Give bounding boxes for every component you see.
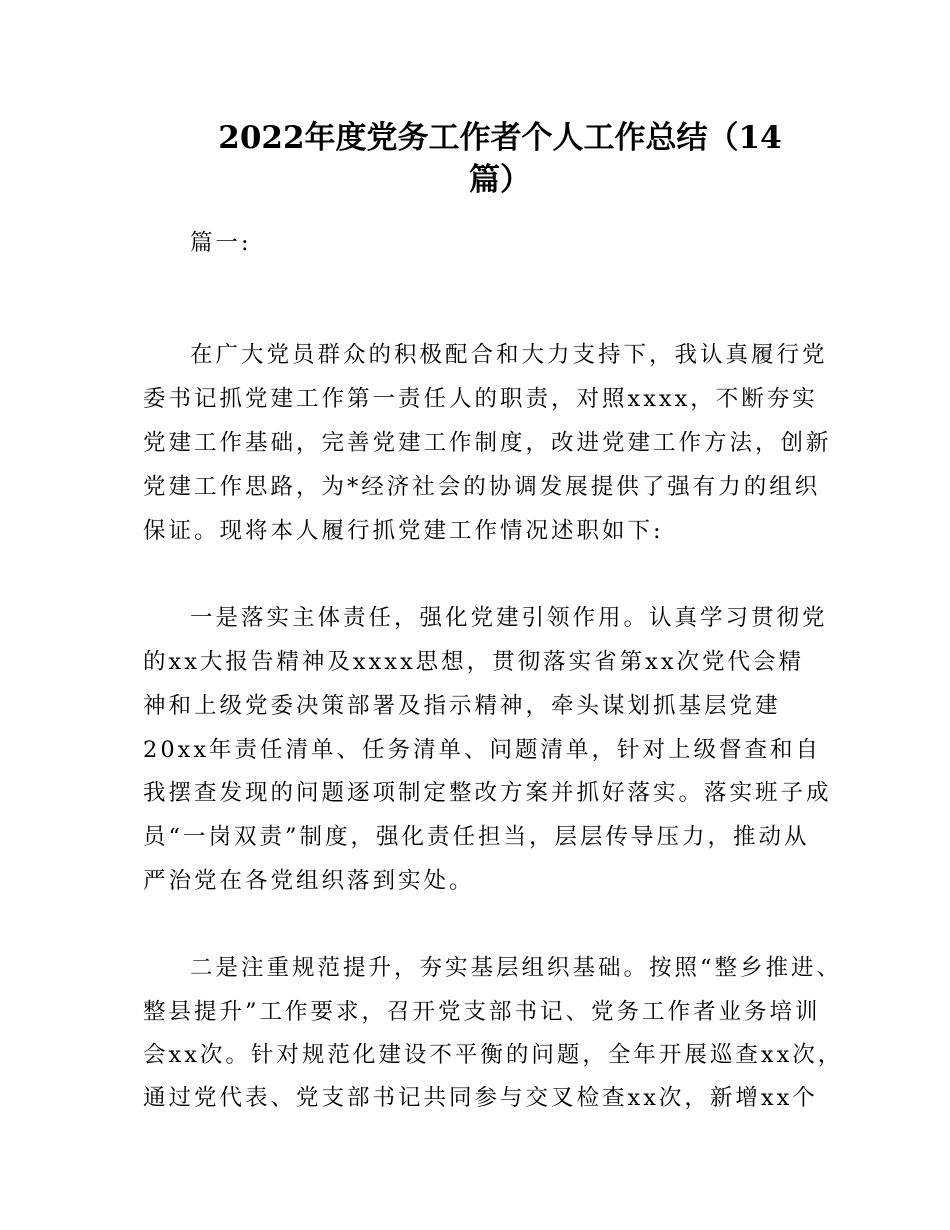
paragraph-2-line-1: 一是落实主体责任，强化党建引领作用。认真学习贯彻党 — [190, 605, 828, 631]
paragraph-2-line-5: 我摆查发现的问题逐项制定整改方案并抓好落实。落实班子成 — [143, 780, 832, 806]
paragraph-1-line-5: 保证。现将本人履行抓党建工作情况述职如下: — [143, 518, 664, 544]
paragraph-2-line-6: 员“一岗双责”制度，强化责任担当，层层传导压力，推动从 — [143, 824, 810, 850]
document-title-line-1: 2022年度党务工作者个人工作总结（14 — [218, 120, 782, 156]
paragraph-2-line-4: 20xx年责任清单、任务清单、问题清单，针对上级督查和自 — [143, 737, 822, 763]
paragraph-1-line-4: 党建工作思路，为*经济社会的协调发展提供了强有力的组织 — [143, 474, 821, 500]
paragraph-3-line-1: 二是注重规范提升，夯实基层组织基础。按照“整乡推进、 — [190, 955, 843, 981]
paragraph-1-line-3: 党建工作基础，完善党建工作制度，改进党建工作方法，创新 — [143, 430, 832, 456]
paragraph-3-line-3: 会xx次。针对规范化建设不平衡的问题，全年开展巡查xx次， — [143, 1042, 844, 1068]
paragraph-3-line-4: 通过党代表、党支部书记共同参与交叉检查xx次，新增xx个 — [143, 1085, 818, 1111]
paragraph-2-line-2: 的xx大报告精神及xxxx思想，贯彻落实省第xx次党代会精 — [143, 649, 805, 675]
document-title-line-2: 篇） — [469, 162, 531, 198]
paragraph-1-line-2: 委书记抓党建工作第一责任人的职责，对照xxxx，不断夯实 — [143, 386, 818, 412]
paragraph-2-line-7: 严治党在各党组织落到实处。 — [143, 868, 475, 894]
paragraph-3-line-2: 整县提升”工作要求，召开党支部书记、党务工作者业务培训 — [143, 999, 821, 1025]
section-label: 篇一: — [190, 230, 252, 256]
paragraph-1-line-1: 在广大党员群众的积极配合和大力支持下，我认真履行党 — [190, 342, 828, 368]
paragraph-2-line-3: 神和上级党委决策部署及指示精神，牵头谋划抓基层党建 — [143, 693, 781, 719]
